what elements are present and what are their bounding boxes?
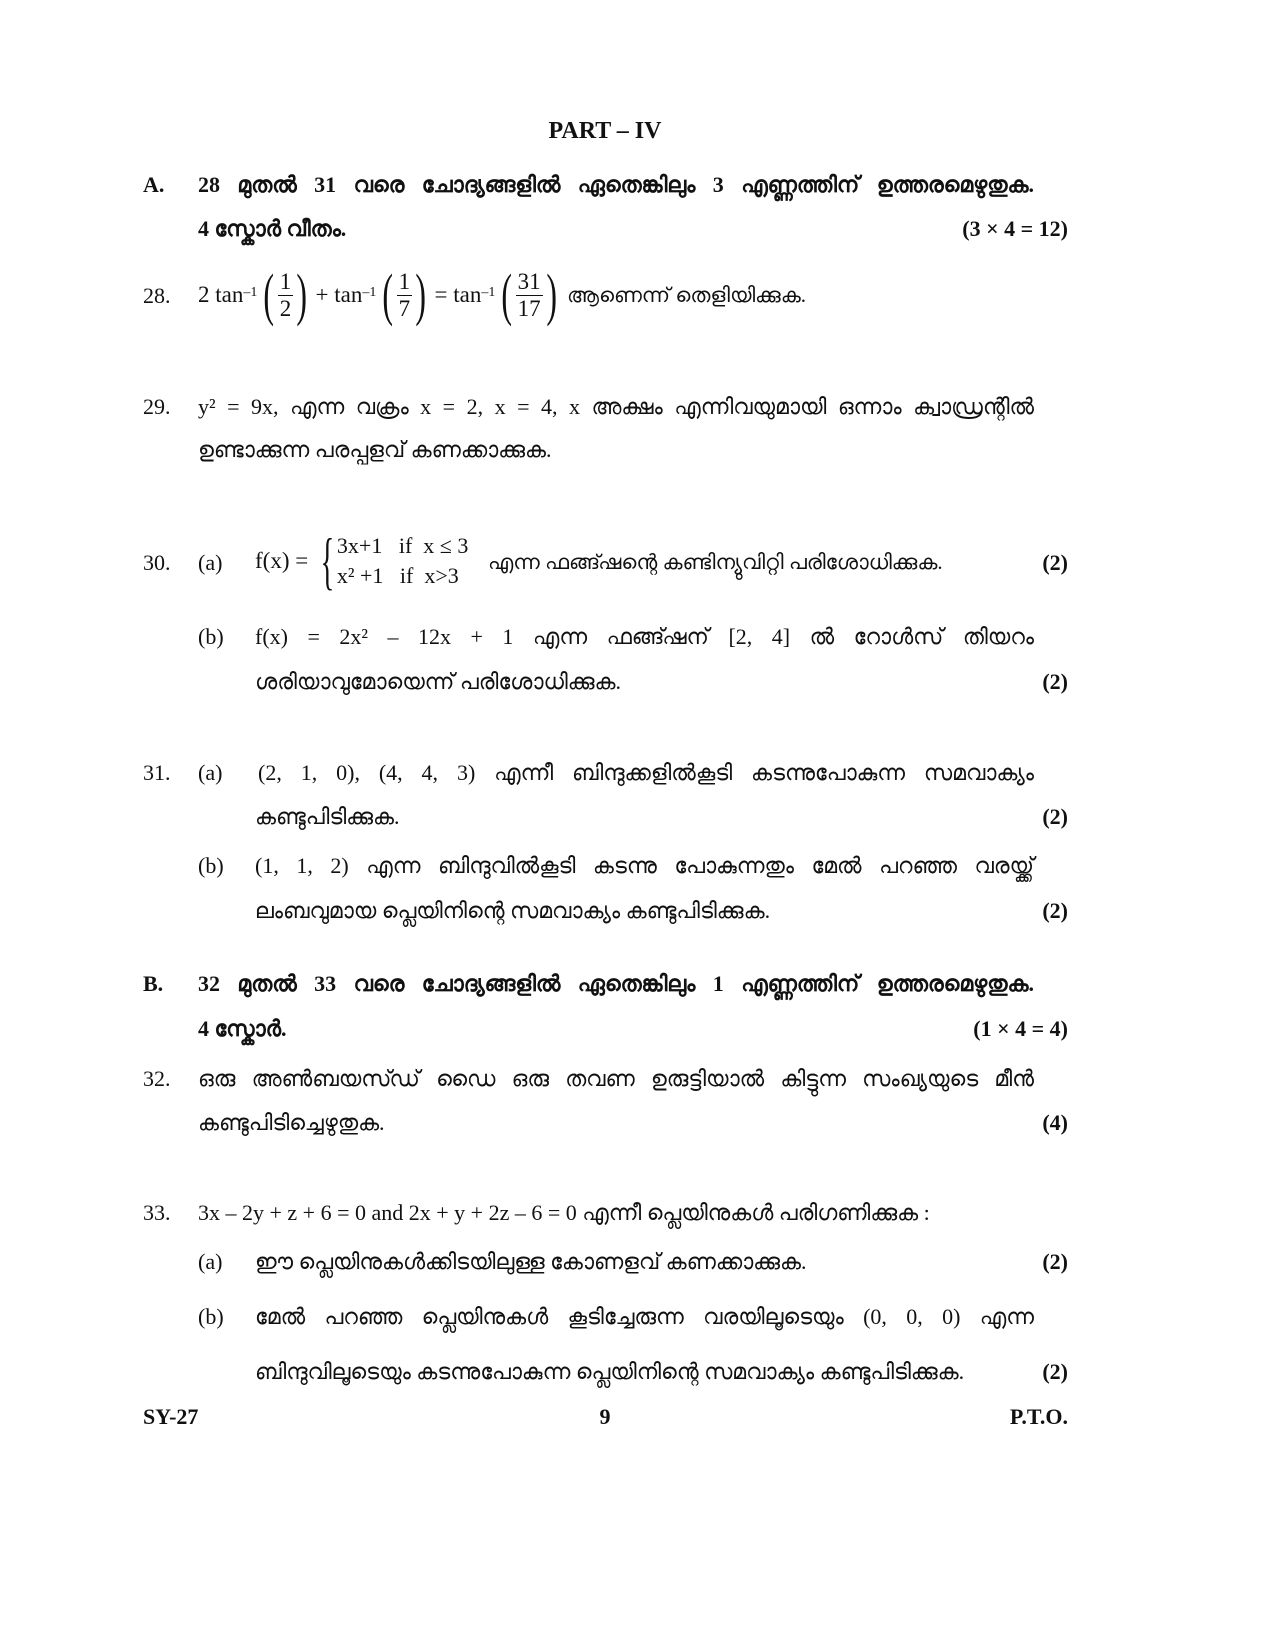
q31-a-marks: (2) [1042, 804, 1068, 829]
q31-a-label: (a) [198, 760, 223, 785]
section-b-score-line: 4 സ്കോർ. [198, 1016, 287, 1041]
q30-b-line2: ശരിയാവുമോയെന്ന് പരിശോധിക്കുക. [255, 669, 622, 694]
q32-line1: ഒരു അൺബയസ്ഡ് ഡൈ ഒരു തവണ ഉരുട്ടിയാൽ കിട്ടുന്ന സംഖ്യയുടെ മീൻ [198, 1066, 1034, 1091]
q28-plus-tan: + tan [315, 282, 363, 307]
footer-code: SY-27 [143, 1404, 199, 1429]
q28-fraction-3: $\frac{31}{17}$ [517, 268, 541, 321]
q30-a-cases [337, 531, 468, 591]
q29-line1: y² = 9x, എന്ന വക്രം x = 2, x = 4, x അക്ഷം എന്നിവയുമായി ഒന്നാം ക്വാഡ്രന്റിൽ [198, 394, 1034, 419]
q30-a-label: (a) [198, 550, 223, 575]
q33-a-label: (a) [198, 1249, 223, 1274]
q28-inv-2: –1 [362, 285, 377, 300]
q28-text: ആണെന്ന് തെളിയിക്കുക. [566, 282, 807, 307]
section-b-instruction: 32 മുതൽ 33 വരെ ചോദ്യങ്ങളിൽ ഏതെങ്കിലും 1 എണ്ണത്തിന് ഉത്തരമെഴുതുക. [198, 971, 1034, 996]
q32-line2: കണ്ടുപിടിച്ചെഴുതുക. [198, 1110, 385, 1135]
q30-b-line1: f(x) = 2x² – 12x + 1 എന്ന ഫങ്ങ്ഷന് [2, 4] ൽ റോൾസ് തിയറം [255, 624, 1034, 649]
q28-eq-tan: = tan [434, 282, 482, 307]
q31-a-line1: (2, 1, 0), (4, 4, 3) എന്നീ ബിന്ദുക്കളിൽകൂടി കടന്നുപോകുന്ന സമവാക്യം [258, 760, 1034, 785]
q31-number: 31. [143, 760, 171, 785]
q33-b-label: (b) [198, 1304, 224, 1329]
section-a-instruction: 28 മുതൽ 31 വരെ ചോദ്യങ്ങളിൽ ഏതെങ്കിലും 3 എണ്ണത്തിന് ഉത്തരമെഴുതുക. [198, 172, 1034, 197]
q28-coef: 2 tan [198, 282, 244, 307]
q31-b-line2: ലംബവുമായ പ്ലെയിനിന്റെ സമവാക്യം കണ്ടുപിടിക്കുക. [255, 898, 771, 923]
q33-number: 33. [143, 1200, 171, 1225]
q30-a-function: f(x) = { 3x+1 if x ≤ 3 x² +1 if x>3 [255, 525, 469, 596]
q32-marks: (4) [1042, 1110, 1068, 1135]
q33-b-line1: മേൽ പറഞ്ഞ പ്ലെയിനുകൾ കൂടിച്ചേരുന്ന വരയിലൂടെയും (0, 0, 0) എന്ന [255, 1304, 1034, 1329]
q28-number: 28. [143, 283, 171, 308]
q28-fraction-2: $\frac{1}{7}$ [398, 268, 411, 321]
q29-line2: ഉണ്ടാക്കുന്ന പരപ്പളവ് കണക്കാക്കുക. [198, 437, 552, 462]
section-b-marks: (1 × 4 = 4) [973, 1016, 1068, 1041]
section-a-letter: A. [143, 172, 165, 197]
q30-a-fx: f(x) = [255, 548, 309, 573]
footer-pto: P.T.O. [1009, 1404, 1068, 1429]
q28-inv-3: –1 [481, 285, 496, 300]
q31-b-marks: (2) [1042, 898, 1068, 923]
section-b-letter: B. [143, 971, 164, 996]
page-title: PART – IV [548, 118, 662, 144]
q29-number: 29. [143, 394, 171, 419]
q30-a-text: എന്ന ഫങ്ങ്ഷന്റെ കണ്ടിന്യുവിറ്റി പരിശോധിക്കുക. [488, 550, 943, 574]
q33-b-line2: ബിന്ദുവിലൂടെയും കടന്നുപോകുന്ന പ്ലെയിനിന്റെ സമവാക്യം കണ്ടുപിടിക്കുക. [255, 1359, 965, 1384]
q30-number: 30. [143, 550, 171, 575]
q28-fraction-1: $\frac{1}{2}$ [279, 268, 292, 321]
q31-a-line2: കണ്ടുപിടിക്കുക. [255, 804, 400, 829]
q30-b-marks: (2) [1042, 669, 1068, 694]
q30-a-marks: (2) [1042, 550, 1068, 575]
q33-b-marks: (2) [1042, 1359, 1068, 1384]
q33-a-marks: (2) [1042, 1249, 1068, 1274]
q28-equation: 2 tan –1 ( $\frac{1}{2}$ ) + tan –1 ( $\frac{1}{7}$ ) = tan –1 ( $\frac{31}{17}$ ) ആണെന്ന് തെളിയിക്കുക. [198, 262, 807, 327]
q30-a-case2: x² +1 if x>3 [336, 563, 459, 588]
q30-b-label: (b) [198, 624, 224, 649]
q31-b-line1: (1, 1, 2) എന്ന ബിന്ദുവിൽകൂടി കടന്നു പോകുന്നതും മേൽ പറഞ്ഞ വരയ്ക്ക് [255, 853, 1034, 878]
section-a-marks: (3 × 4 = 12) [962, 216, 1068, 241]
q33-intro: 3x – 2y + z + 6 = 0 and 2x + y + 2z – 6 = 0 എന്നീ പ്ലെയിനുകൾ പരിഗണിക്കുക : [198, 1200, 930, 1225]
footer-page-number: 9 [599, 1404, 611, 1429]
section-a-score-line: 4 സ്കോർ വീതം. [198, 216, 347, 241]
q30-a-case1: 3x+1 if x ≤ 3 [336, 533, 469, 558]
q33-a-text: ഈ പ്ലെയിനുകൾക്കിടയിലുള്ള കോണളവ് കണക്കാക്കുക. [255, 1249, 807, 1274]
q28-inv-1: –1 [243, 285, 258, 300]
q32-number: 32. [143, 1066, 171, 1091]
q31-b-label: (b) [198, 853, 224, 878]
